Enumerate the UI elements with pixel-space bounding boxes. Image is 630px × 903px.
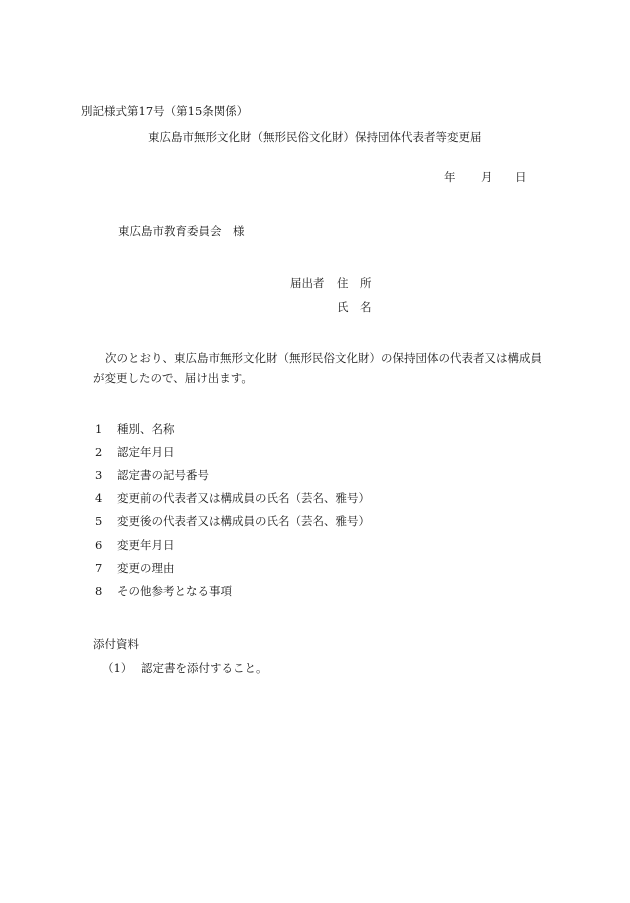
item-number: 7 <box>95 561 103 575</box>
attachment-item-number: （1） <box>102 661 133 675</box>
item-text: 変更前の代表者又は構成員の氏名（芸名、雅号） <box>117 491 370 505</box>
applicant-label: 届出者 <box>290 276 325 290</box>
item-number: 2 <box>95 445 103 459</box>
date-year-label: 年 <box>444 170 456 184</box>
body-line: 次のとおり、東広島市無形文化財（無形民俗文化財）の保持団体の代表者又は構成員 <box>105 351 542 365</box>
attachments-heading: 添付資料 <box>93 637 139 651</box>
item-text: 変更年月日 <box>117 538 175 552</box>
item-number: 6 <box>95 538 103 552</box>
date-month-label: 月 <box>481 170 493 184</box>
item-text: 認定書の記号番号 <box>117 468 209 482</box>
document-title: 東広島市無形文化財（無形民俗文化財）保持団体代表者等変更届 <box>148 130 482 144</box>
item-text: 変更の理由 <box>117 561 175 575</box>
item-number: 4 <box>95 491 103 505</box>
addressee: 東広島市教育委員会 様 <box>118 224 245 238</box>
item-text: 種別、名称 <box>117 422 175 436</box>
body-line: が変更したので、届け出ます。 <box>93 371 253 385</box>
form-number: 別記様式第17号（第15条関係） <box>81 104 249 118</box>
item-text: 変更後の代表者又は構成員の氏名（芸名、雅号） <box>117 514 370 528</box>
item-text: その他参考となる事項 <box>117 584 232 598</box>
date-day-label: 日 <box>515 170 527 184</box>
item-number: 3 <box>95 468 103 482</box>
item-number: 5 <box>95 514 103 528</box>
item-number: 8 <box>95 584 103 598</box>
attachment-item-text: 認定書を添付すること。 <box>141 661 268 675</box>
name-label: 氏 名 <box>337 300 372 314</box>
item-text: 認定年月日 <box>117 445 175 459</box>
address-label: 住 所 <box>337 276 372 290</box>
item-number: 1 <box>95 422 103 436</box>
